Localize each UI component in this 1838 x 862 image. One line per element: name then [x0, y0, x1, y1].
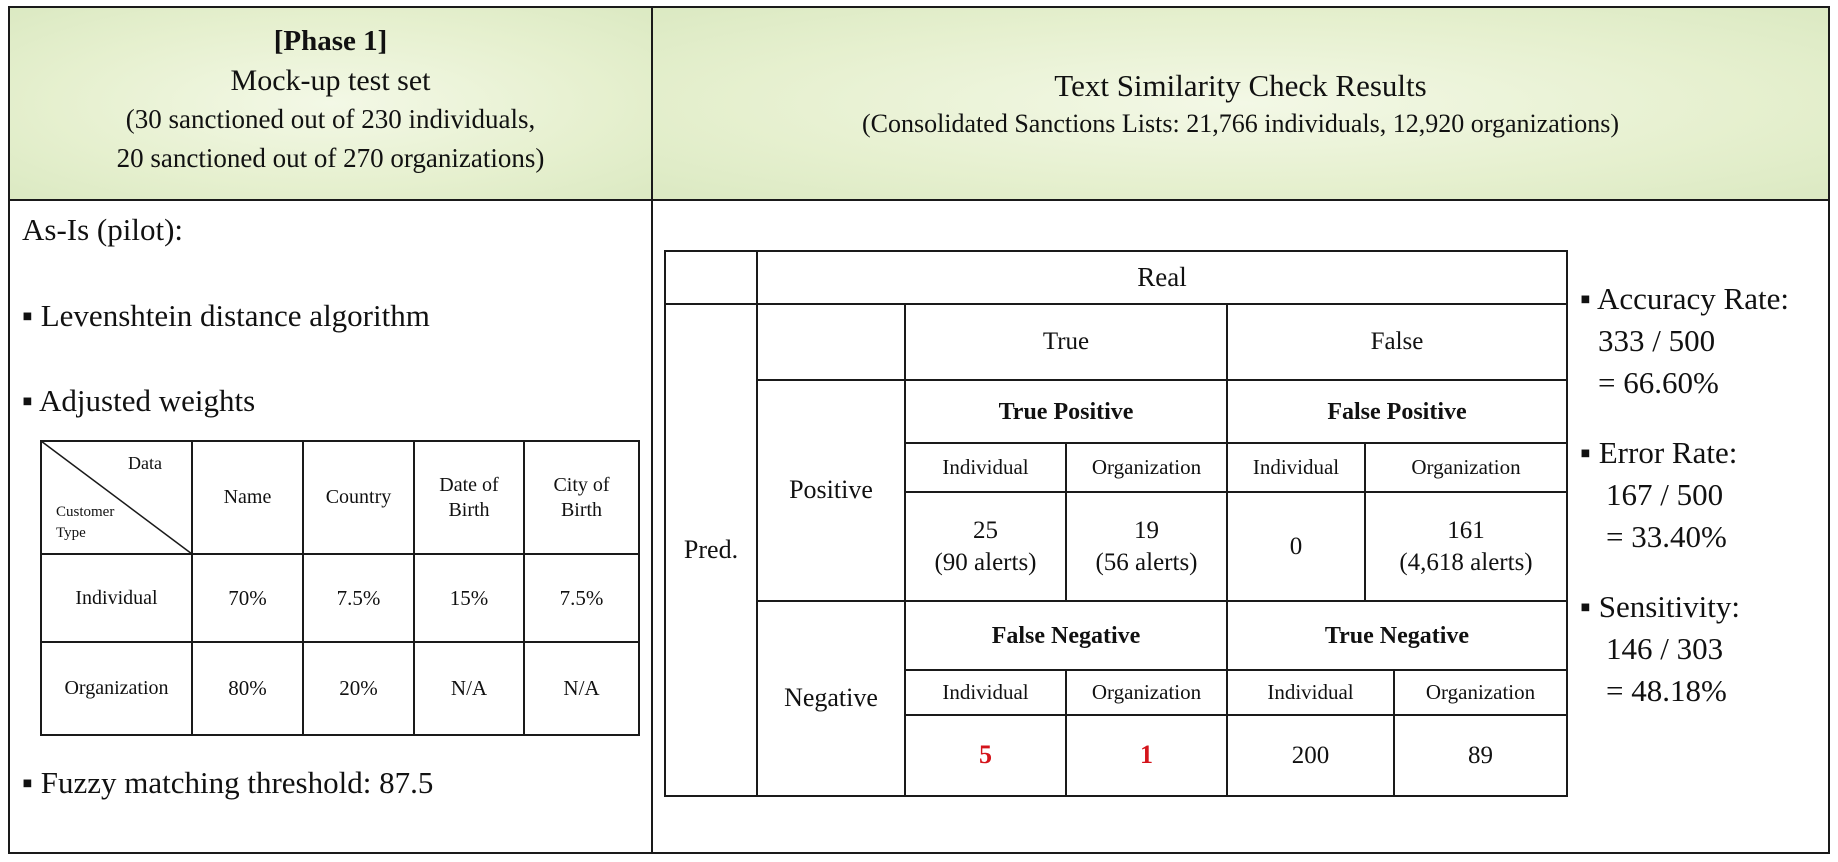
fn-individual-value: 5 — [979, 740, 992, 770]
frame-header-rule — [8, 199, 1830, 201]
phase-label: [Phase 1] — [273, 25, 388, 57]
fn-organization-value: 1 — [1140, 740, 1153, 770]
individual-country: 7.5% — [336, 585, 381, 610]
results-title: Text Similarity Check Results — [1054, 68, 1427, 103]
sensitivity-label: ▪ Sensitivity: — [1580, 589, 1740, 624]
corner-customer-type-label: Customer Type — [56, 504, 115, 541]
accuracy-label: ▪ Accuracy Rate: — [1580, 281, 1789, 316]
col-country: Country — [325, 486, 392, 508]
col-cob: City of Birth — [553, 473, 610, 521]
organization-country: 20% — [339, 676, 378, 701]
real-false: False — [1370, 328, 1424, 356]
weights-table — [40, 440, 640, 736]
fn-organization-header: Organization — [1091, 680, 1202, 705]
results-subtitle: (Consolidated Sanctions Lists: 21,766 individuals, 12,920 organizations) — [861, 109, 1620, 138]
test-set-title: Mock-up test set — [230, 64, 431, 97]
as-is-heading: As-Is (pilot): — [22, 212, 184, 247]
frame-top — [8, 6, 1830, 8]
error-fraction: 167 / 500 — [1606, 477, 1724, 512]
col-dob: Date of Birth — [439, 473, 499, 521]
true-negative-label: True Negative — [1324, 622, 1470, 649]
tn-individual-value: 200 — [1291, 741, 1330, 769]
header-left — [10, 22, 651, 192]
individual-name: 70% — [228, 585, 267, 610]
header-right — [653, 66, 1828, 142]
tp-individual-value: 25 (90 alerts) — [934, 517, 1037, 576]
row-individual-label: Individual — [75, 586, 158, 609]
tn-individual-header: Individual — [1267, 680, 1354, 705]
accuracy-value: = 66.60% — [1598, 365, 1719, 400]
sensitivity-fraction: 146 / 303 — [1606, 631, 1724, 666]
error-value: = 33.40% — [1606, 519, 1727, 554]
error-label: ▪ Error Rate: — [1580, 435, 1738, 470]
false-positive-label: False Positive — [1327, 398, 1467, 425]
organization-name: 80% — [228, 676, 267, 701]
col-name: Name — [223, 486, 272, 508]
corner-data-label: Data — [128, 453, 162, 473]
confusion-matrix — [664, 250, 1568, 797]
frame-right — [1828, 6, 1830, 854]
fp-individual-value: 0 — [1289, 532, 1303, 560]
row-organization-label: Organization — [64, 677, 169, 699]
fp-organization-value: 161 (4,618 alerts) — [1399, 517, 1533, 576]
bullet-fuzzy-threshold: ▪ Fuzzy matching threshold: 87.5 — [22, 765, 434, 800]
tp-organization-value: 19 (56 alerts) — [1095, 517, 1198, 576]
individual-cob: 7.5% — [559, 585, 604, 610]
pred-positive: Positive — [789, 475, 873, 505]
test-set-line1: (30 sanctioned out of 230 individuals, — [125, 104, 536, 134]
real-header: Real — [1137, 261, 1187, 292]
metrics-panel — [1580, 278, 1825, 712]
bullet-adjusted-weights: ▪ Adjusted weights — [22, 383, 256, 418]
accuracy-fraction: 333 / 500 — [1598, 323, 1716, 358]
organization-dob: N/A — [450, 676, 488, 701]
pred-negative: Negative — [784, 683, 878, 713]
false-negative-label: False Negative — [991, 622, 1141, 649]
organization-cob: N/A — [563, 676, 600, 701]
pred-header: Pred. — [683, 534, 739, 564]
test-set-line2: 20 sanctioned out of 270 organizations) — [116, 143, 545, 173]
fn-individual-header: Individual — [942, 680, 1029, 705]
individual-dob: 15% — [449, 585, 489, 610]
real-true: True — [1042, 328, 1090, 356]
tn-organization-value: 89 — [1468, 741, 1493, 769]
bullet-levenshtein: ▪ Levenshtein distance algorithm — [22, 298, 430, 333]
fp-organization-header: Organization — [1411, 455, 1521, 480]
frame-bottom — [8, 852, 1830, 854]
true-positive-label: True Positive — [998, 398, 1134, 425]
fp-individual-header: Individual — [1252, 455, 1340, 480]
tp-individual-header: Individual — [942, 455, 1029, 480]
tn-organization-header: Organization — [1425, 680, 1536, 705]
tp-organization-header: Organization — [1091, 455, 1202, 480]
sensitivity-value: = 48.18% — [1606, 673, 1727, 708]
